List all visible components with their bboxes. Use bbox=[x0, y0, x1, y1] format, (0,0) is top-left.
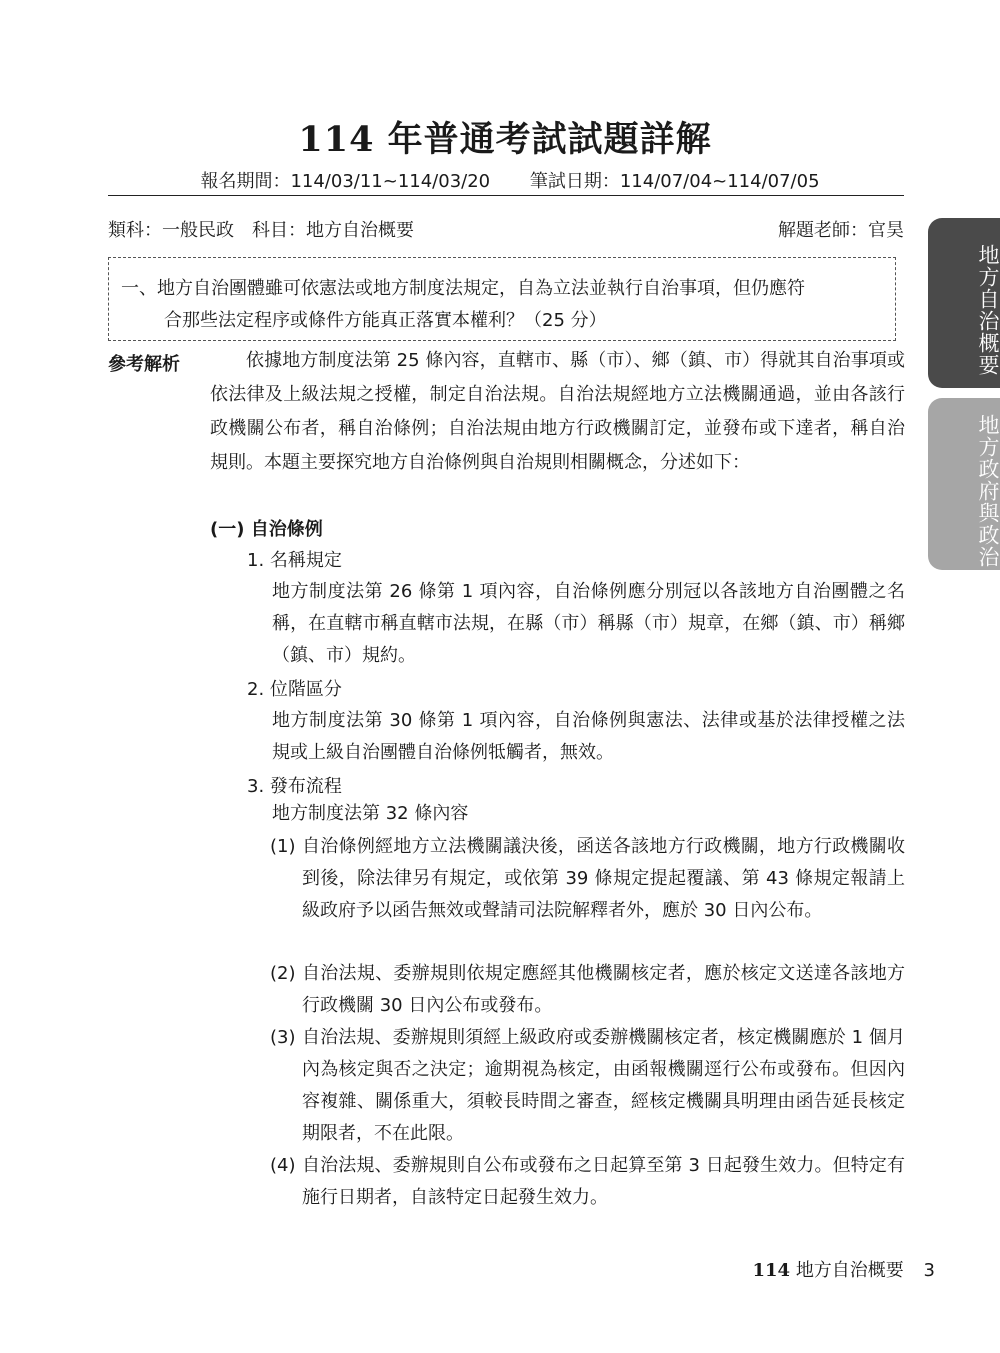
side-tab-local-government[interactable] bbox=[928, 398, 1000, 570]
item-3-title: 3. 發布流程 bbox=[247, 776, 342, 797]
teacher: 解題老師：官昊 bbox=[778, 220, 904, 241]
exam-dates bbox=[110, 167, 910, 193]
subitem-text: 自治法規、委辦規則自公布或發布之日起算至第 3 日起發生效力。但特定有施行日期者，自該特定日起發生效力。 bbox=[302, 1155, 905, 1208]
subitem-number: (4) bbox=[270, 1155, 296, 1176]
subitem-number: (1) bbox=[270, 836, 296, 857]
subitem-number: (3) bbox=[270, 1027, 296, 1048]
category: 類科：一般民政 bbox=[108, 220, 234, 241]
side-tab-label: 地方政府與政治 bbox=[976, 414, 1000, 568]
footer-subject: 地方自治概要 bbox=[795, 1260, 904, 1281]
page-footer bbox=[753, 1256, 936, 1282]
page-number: 3 bbox=[923, 1260, 935, 1281]
header-divider bbox=[108, 195, 904, 196]
page-title: 114 年普通考試試題詳解 bbox=[298, 119, 712, 160]
registration-period: 報名期間：114/03/11~114/03/20 bbox=[200, 171, 491, 192]
answer-intro: 依據地方制度法第 25 條內容，直轄市、縣（市）、鄉（鎮、市）得就其自治事項或依法律及上級法規之授權，制定自治法規。自治法規經地方立法機關通過，並由各該行政機關公布者，稱自治條例；自治法規由地方行政機關訂定，並發布或下達者，稱自治規則。本題主要探究地方自治條例與自治規則相關概念，分述如下： bbox=[210, 350, 905, 473]
question-box bbox=[108, 257, 896, 341]
subitem-text: 自治法規、委辦規則須經上級政府或委辦機關核定者，核定機關應於 1 個月內為核定與否之決定；逾期視為核定，由函報機關逕行公布或發布。但因內容複雜、關係重大，須較長時間之審查，經核定機關具明理由函告延長核定期限者，不在此限。 bbox=[302, 1027, 905, 1144]
item-1-body: 地方制度法第 26 條第 1 項內容，自治條例應分別冠以各該地方自治團體之名稱，在直轄市稱直轄市法規，在縣（市）稱縣（市）規章，在鄉（鎮、市）稱鄉（鎮、市）規約。 bbox=[272, 581, 905, 666]
meta-line bbox=[108, 216, 904, 242]
subitem-text: 自治條例經地方立法機關議決後，函送各該地方行政機關，地方行政機關收到後，除法律另有規定，或依第 39 條規定提起覆議、第 43 條規定報請上級政府予以函告無效或聲請司法院解釋者外，應於 30 日內公布。 bbox=[302, 836, 905, 921]
item-2-title: 2. 位階區分 bbox=[247, 679, 342, 700]
side-tab-label: 地方自治概要 bbox=[976, 244, 1000, 376]
answer-label: 參考解析 bbox=[108, 354, 180, 375]
item-1-title: 1. 名稱規定 bbox=[247, 550, 342, 571]
subject: 科目：地方自治概要 bbox=[252, 220, 414, 241]
item-2-body: 地方制度法第 30 條第 1 項內容，自治條例與憲法、法律或基於法律授權之法規或上級自治團體自治條例牴觸者，無效。 bbox=[272, 710, 905, 763]
footer-year: 114 bbox=[752, 1260, 791, 1281]
section-1-title: (一) 自治條例 bbox=[210, 519, 323, 540]
item-3-body: 地方制度法第 32 條內容 bbox=[272, 803, 469, 824]
subitem-text: 自治法規、委辦規則依規定應經其他機關核定者，應於核定文送達各該地方行政機關 30 日內公布或發布。 bbox=[302, 963, 905, 1016]
subitem-number: (2) bbox=[270, 963, 296, 984]
question-line-2: 合那些法定程序或條件方能真正落實本權利？（25 分） bbox=[164, 310, 607, 331]
question-line-1: 一、地方自治團體雖可依憲法或地方制度法規定，自為立法並執行自治事項，但仍應符 bbox=[121, 278, 805, 299]
exam-date: 筆試日期：114/07/04~114/07/05 bbox=[529, 171, 820, 192]
side-tab-local-autonomy[interactable] bbox=[928, 218, 1000, 388]
